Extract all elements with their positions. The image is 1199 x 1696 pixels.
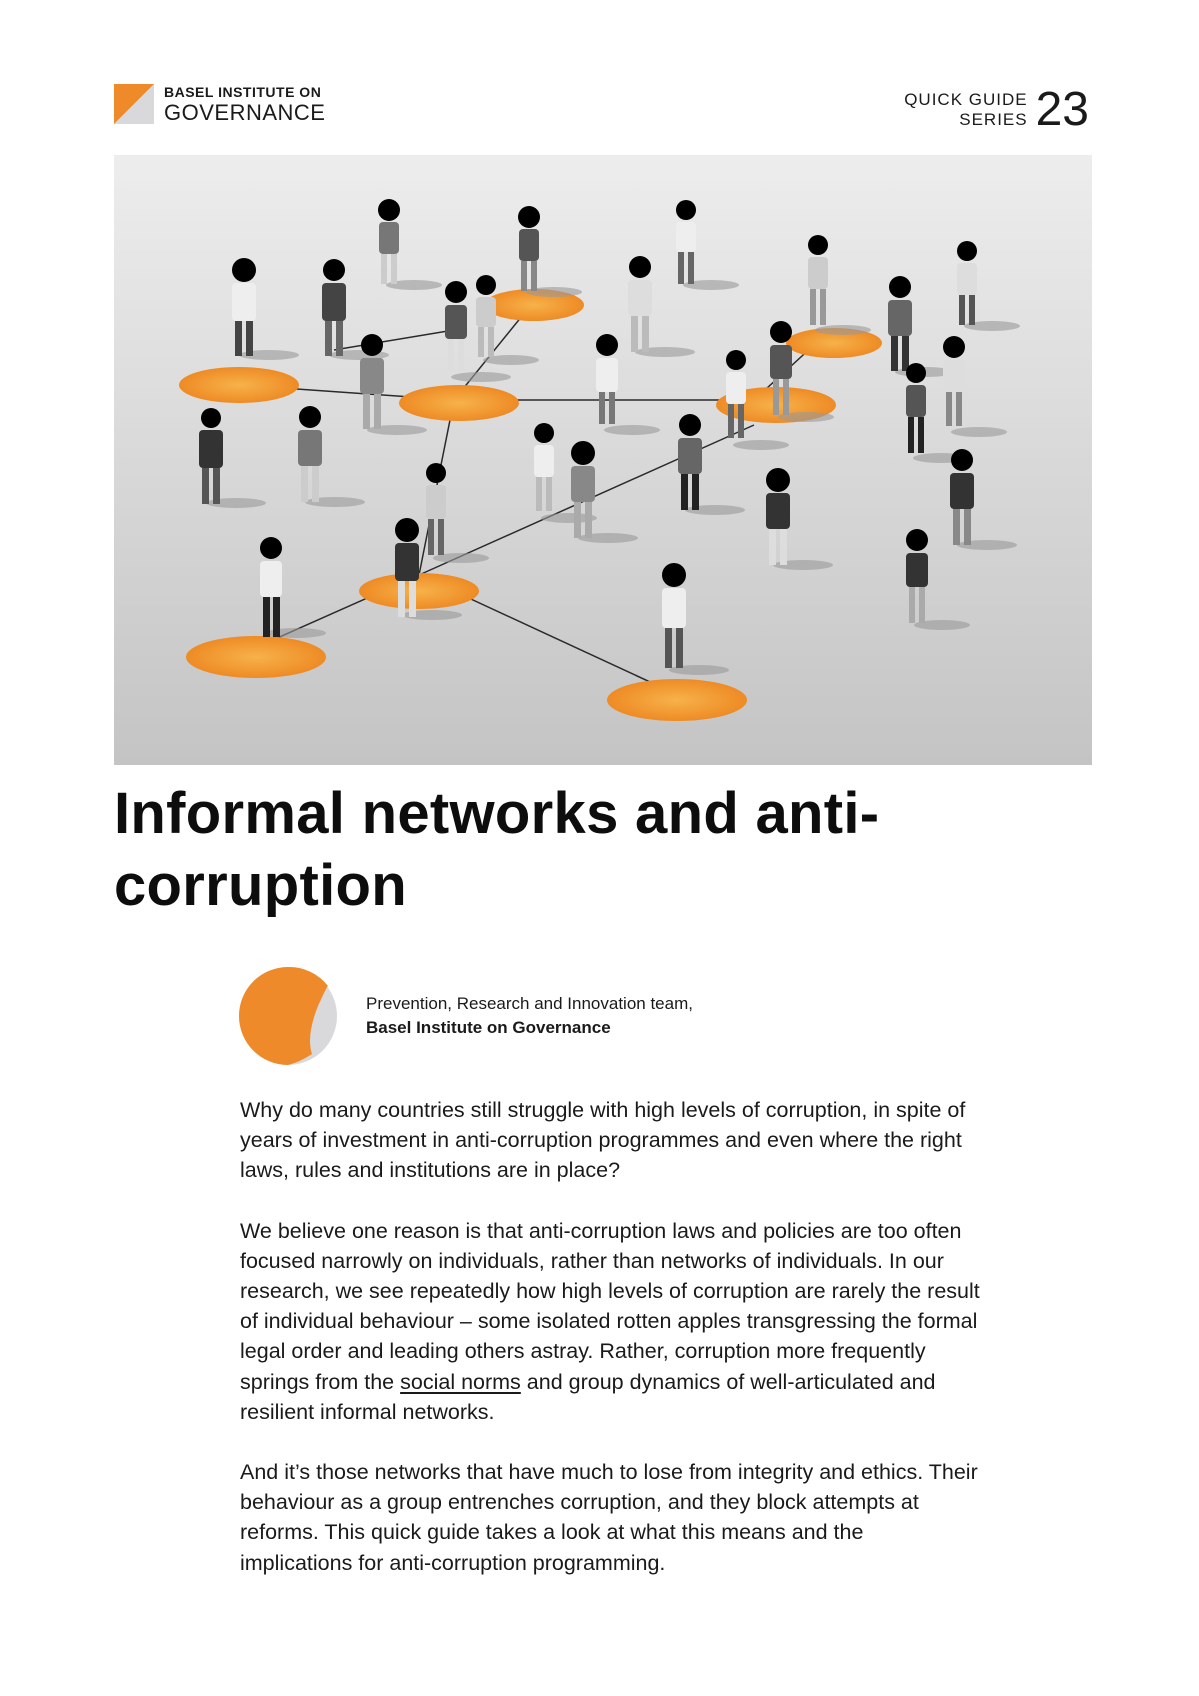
paragraph-2-start: We believe one reason is that anti-corruption laws and policies are too often focused narrowly on individuals, rather than networks of individuals. In our research, we see repeatedly how high levels of corruption are rarely the result of individual behaviour – some isolated rotten apples transgressing the formal legal order and leading others astray. Rather, corruption more frequently springs from the [240,1218,980,1394]
logo-mark-icon [114,84,154,124]
series-label [904,90,1027,130]
series-line2: SERIES [959,110,1028,129]
author-org: Basel Institute on Governance [366,1018,611,1037]
author-circle-icon [238,966,338,1066]
series-number: 23 [1035,83,1089,136]
paragraph-2-end: and group dynamics of well-articulated and resilient informal networks. [240,1369,936,1424]
logo-line1: BASEL INSTITUTE ON [164,83,322,100]
page-title: Informal networks and anti-corruption [114,781,880,918]
institute-logo [114,84,325,124]
logo-line2: GOVERNANCE [164,99,326,125]
social-norms-link[interactable]: social norms [400,1369,521,1394]
body-text [240,1095,980,1608]
author-text [366,992,693,1040]
author-block [238,966,693,1066]
series-badge [904,83,1089,136]
paragraph-1: Why do many countries still struggle with high levels of corruption, in spite of years of investment in anti-corruption programmes and even where the right laws, rules and institutions are in place? [240,1098,966,1183]
logo-wordmark [164,85,325,124]
hero-network-illustration [114,155,1092,765]
paragraph-2 [240,1216,980,1427]
paragraph-3: And it’s those networks that have much to lose from integrity and ethics. Their behaviour as a group entrenches corruption, and they block attempts at reforms. This quick guide takes a look at what this means and the implications for anti-corruption programming. [240,1460,978,1575]
series-line1: QUICK GUIDE [904,90,1028,109]
author-team: Prevention, Research and Innovation team, [366,994,693,1013]
